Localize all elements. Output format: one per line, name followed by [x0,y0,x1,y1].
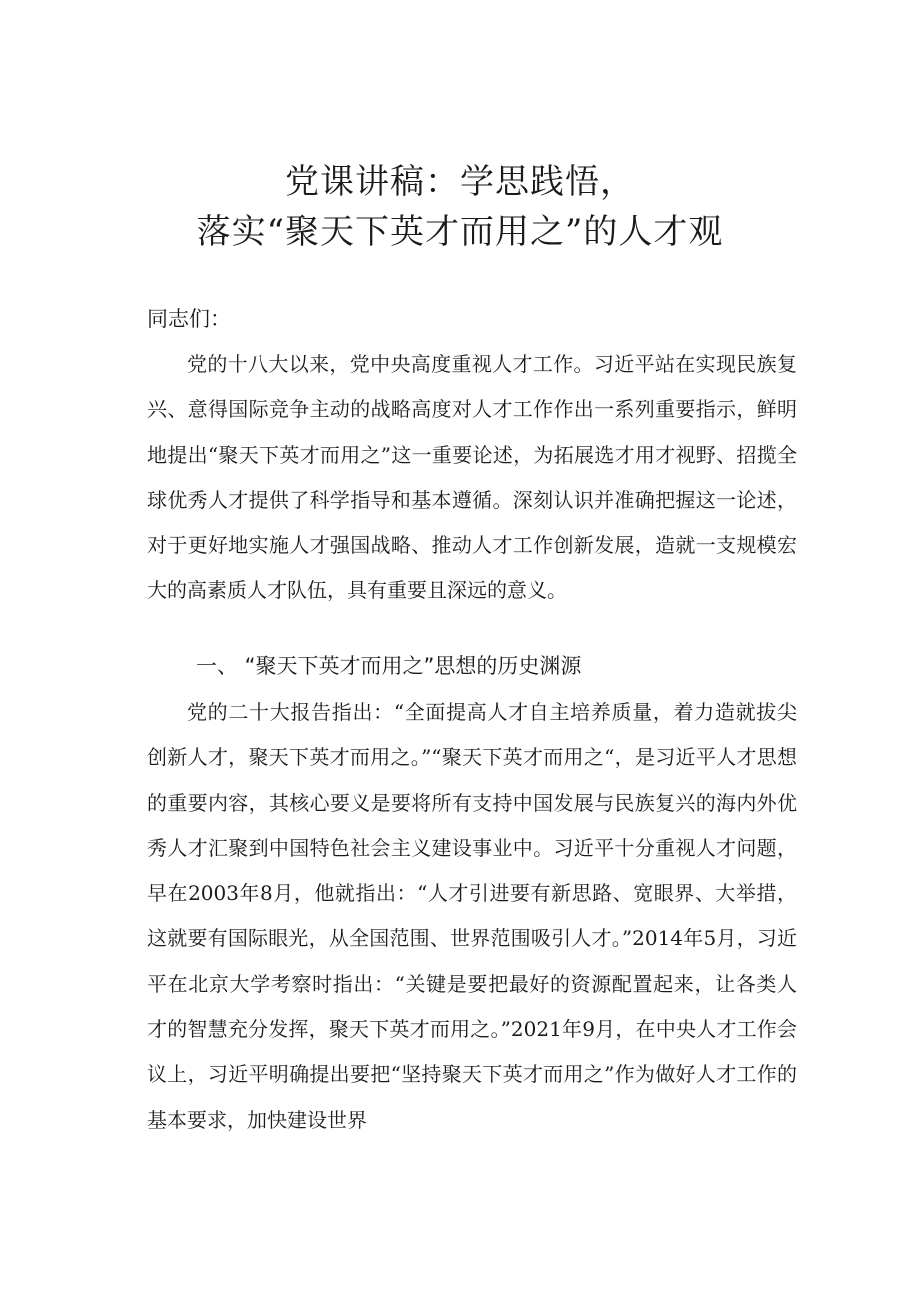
greeting: 同志们： [147,307,231,331]
paragraph-intro: 党的十八大以来，党中央高度重视人才工作。习近平站在实现民族复兴、意得国际竞争主动的战略高度对人才工作作出一系列重要指示，鲜明地提出“聚天下英才而用之”这一重要论述，为拓展选才用才视野、招揽全球优秀人才提供了科学指导和基本遵循。深刻认识并准确把握这一论述，对于更好地实施人才强国战略、推动人才工作创新发展，造就一支规模宏大的高素质人才队伍，具有重要且深远的意义。 [147,352,797,603]
paragraph-history: 党的二十大报告指出：“全面提高人才自主培养质量，着力造就拔尖创新人才，聚天下英才而用之。”“聚天下英才而用之“，是习近平人才思想的重要内容，其核心要义是要将所有支持中国发展与民族复兴的海内外优秀人才汇聚到中国特色社会主义建设事业中。习近平十分重视人才问题，早在2003年8月，他就指出：“人才引进要有新思路、宽眼界、大举措，这就要有国际眼光，从全国范围、世界范围吸引人才。”2014年5月，习近平在北京大学考察时指出：“关键是要把最好的资源配置起来，让各类人才的智慧充分发挥，聚天下英才而用之。”2021年9月，在中央人才工作会议上，习近平明确提出要把“坚持聚天下英才而用之”作为做好人才工作的基本要求，加快建设世界 [147,700,797,1132]
document-title-line1: 党课讲稿：学思践悟， [285,162,635,202]
document-title-line2: 落实“聚天下英才而用之”的人才观 [196,212,724,252]
section-heading-1: 一、 “聚天下英才而用之”思想的历史渊源 [196,654,582,678]
